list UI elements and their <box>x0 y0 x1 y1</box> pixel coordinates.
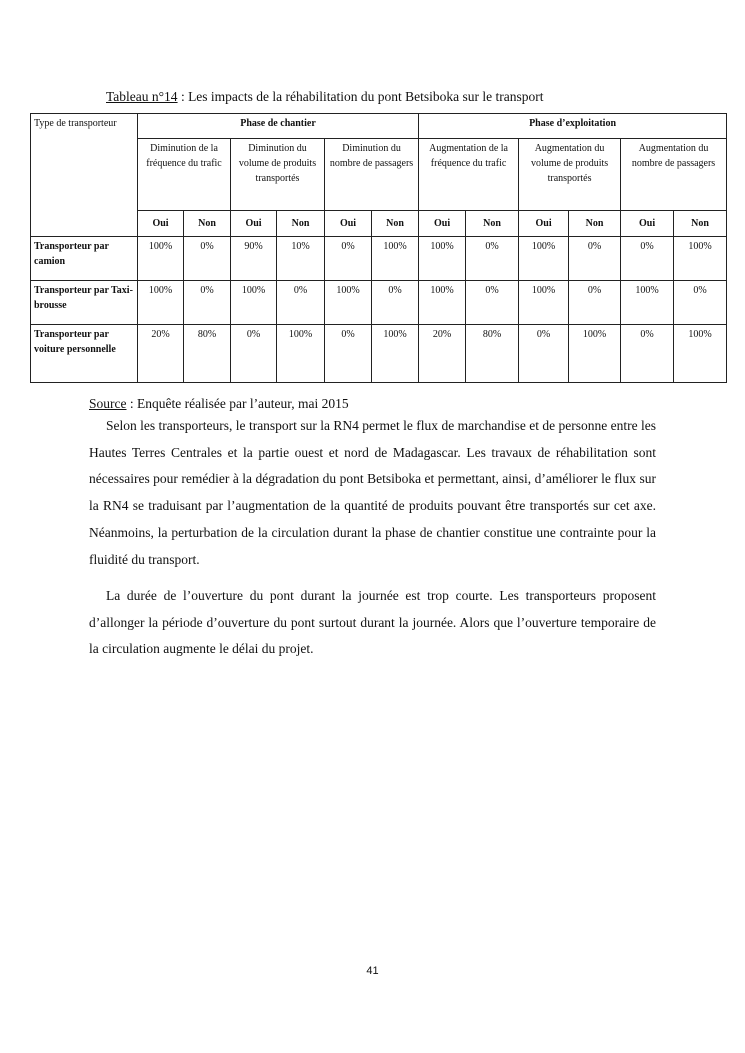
value-cell: 100% <box>325 281 372 325</box>
table-source <box>89 396 349 412</box>
non-header: Non <box>466 211 519 237</box>
caption-text: : Les impacts de la réhabilitation du pont Betsiboka sur le transport <box>177 89 544 104</box>
oui-header: Oui <box>621 211 674 237</box>
page-number: 41 <box>366 965 379 977</box>
table-row <box>31 325 727 383</box>
oui-header: Oui <box>519 211 569 237</box>
value-cell: 100% <box>231 281 277 325</box>
subheader-cell: Augmentation du volume de produits transportés <box>519 139 621 211</box>
oui-header: Oui <box>231 211 277 237</box>
subheader-cell: Diminution du volume de produits transportés <box>231 139 325 211</box>
value-cell: 100% <box>372 237 419 281</box>
oui-header: Oui <box>325 211 372 237</box>
value-cell: 100% <box>419 237 466 281</box>
value-cell: 0% <box>231 325 277 383</box>
value-cell: 100% <box>519 281 569 325</box>
value-cell: 0% <box>621 237 674 281</box>
value-cell: 20% <box>138 325 184 383</box>
value-cell: 0% <box>184 281 231 325</box>
value-cell: 0% <box>325 237 372 281</box>
value-cell: 0% <box>621 325 674 383</box>
value-cell: 0% <box>466 281 519 325</box>
value-cell: 100% <box>519 237 569 281</box>
value-cell: 100% <box>277 325 325 383</box>
non-header: Non <box>277 211 325 237</box>
value-cell: 0% <box>325 325 372 383</box>
value-cell: 100% <box>569 325 621 383</box>
subheader-cell: Diminution de la fréquence du trafic <box>138 139 231 211</box>
row-label: Transporteur par voiture personnelle <box>31 325 138 383</box>
oui-header: Oui <box>138 211 184 237</box>
value-cell: 0% <box>184 237 231 281</box>
type-header: Type de transporteur <box>31 114 138 237</box>
table-caption <box>106 89 543 105</box>
value-cell: 100% <box>138 281 184 325</box>
caption-label: Tableau n°14 <box>106 89 178 104</box>
value-cell: 0% <box>277 281 325 325</box>
value-cell: 100% <box>674 325 727 383</box>
value-cell: 0% <box>372 281 419 325</box>
value-cell: 100% <box>419 281 466 325</box>
value-cell: 90% <box>231 237 277 281</box>
value-cell: 0% <box>519 325 569 383</box>
phase-exploitation-header: Phase d’exploitation <box>419 114 727 139</box>
value-cell: 80% <box>184 325 231 383</box>
impacts-table <box>30 113 727 383</box>
value-cell: 10% <box>277 237 325 281</box>
non-header: Non <box>674 211 727 237</box>
row-label: Transporteur par Taxi-brousse <box>31 281 138 325</box>
non-header: Non <box>372 211 419 237</box>
value-cell: 0% <box>569 281 621 325</box>
non-header: Non <box>569 211 621 237</box>
value-cell: 100% <box>674 237 727 281</box>
row-label: Transporteur par camion <box>31 237 138 281</box>
value-cell: 20% <box>419 325 466 383</box>
phase-chantier-header: Phase de chantier <box>138 114 419 139</box>
body-paragraph: Selon les transporteurs, le transport sur la RN4 permet le flux de marchandise et de personne entre les Hautes Terres Centrales et la partie ouest et nord de Madagascar. Les travaux de réhabilitation sont nécessaires pour remédier à la dégradation du pont Betsiboka et permettant, ainsi, d’améliorer le flux sur la RN4 se traduisant par l’augmentation de la quantité de produits pouvant être transportés sur cet axe. Néanmoins, la perturbation de la circulation durant la phase de chantier constitue une contrainte pour la fluidité du transport. <box>89 418 656 567</box>
subheader-cell: Diminution du nombre de passagers <box>325 139 419 211</box>
value-cell: 100% <box>138 237 184 281</box>
table-row <box>31 281 727 325</box>
source-text: : Enquête réalisée par l’auteur, mai 2015 <box>126 396 349 411</box>
value-cell: 80% <box>466 325 519 383</box>
value-cell: 0% <box>674 281 727 325</box>
subheader-cell: Augmentation du nombre de passagers <box>621 139 727 211</box>
value-cell: 0% <box>466 237 519 281</box>
value-cell: 0% <box>569 237 621 281</box>
source-label: Source <box>89 396 127 411</box>
oui-header: Oui <box>419 211 466 237</box>
body-paragraph: La durée de l’ouverture du pont durant la journée est trop courte. Les transporteurs proposent d’allonger la période d’ouverture du pont surtout durant la journée. Alors que l’ouverture temporaire de la circulation augmente le délai du projet. <box>89 588 656 657</box>
non-header: Non <box>184 211 231 237</box>
value-cell: 100% <box>372 325 419 383</box>
subheader-cell: Augmentation de la fréquence du trafic <box>419 139 519 211</box>
table-header-row <box>31 114 727 139</box>
table-row <box>31 237 727 281</box>
value-cell: 100% <box>621 281 674 325</box>
